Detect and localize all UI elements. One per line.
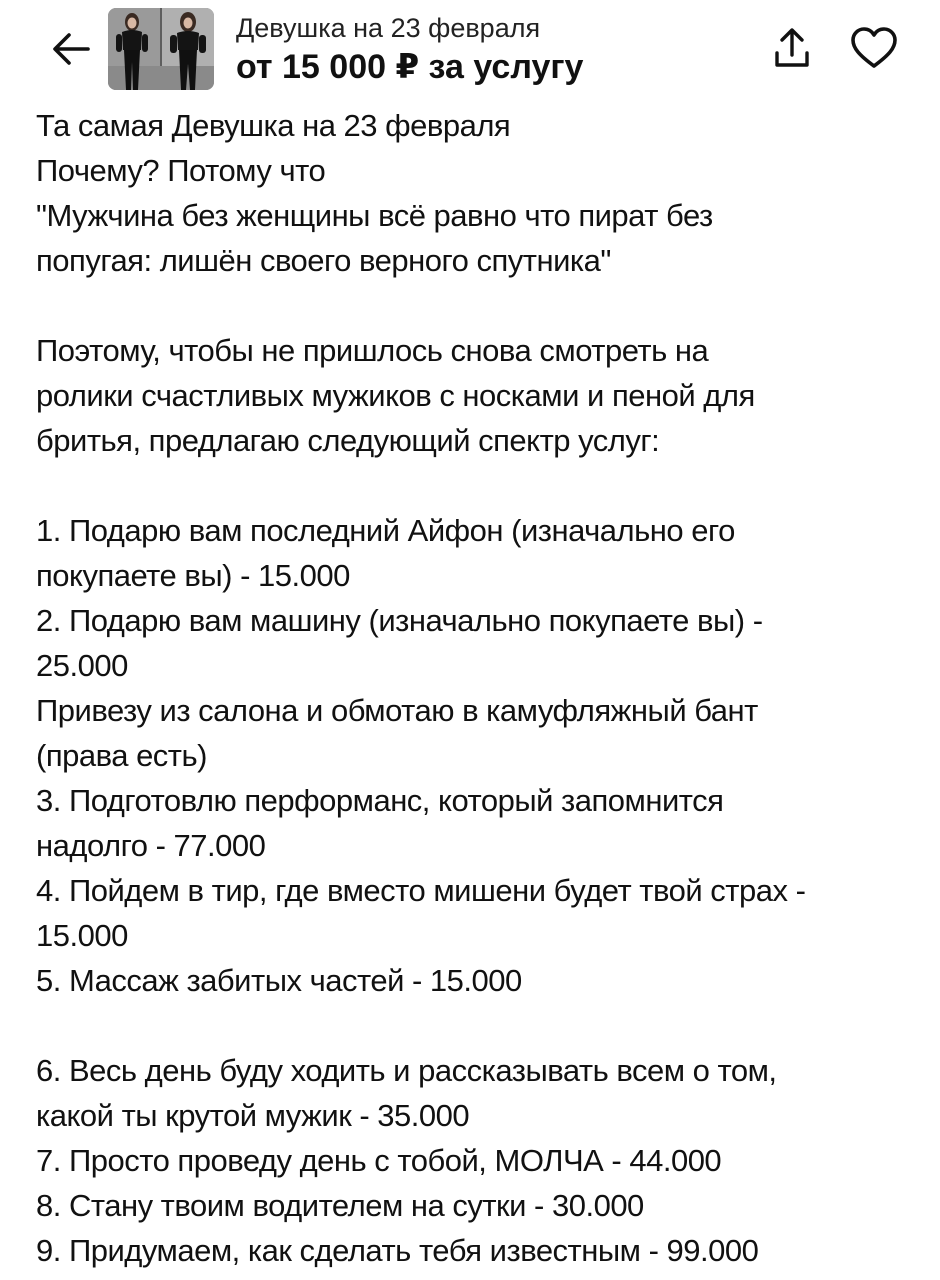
service-list-line: 4. Пойдем в тир, где вместо мишени будет твой страх - xyxy=(36,873,806,908)
service-list-line: Привезу из салона и обмотаю в камуфляжный бант xyxy=(36,693,758,728)
listing-header xyxy=(0,0,940,100)
service-list-line: 5. Массаж забитых частей - 15.000 xyxy=(36,963,522,998)
description-line: Почему? Потому что xyxy=(36,153,326,188)
service-list-line: 3. Подготовлю перформанс, который запомнится xyxy=(36,783,724,818)
service-list-line: какой ты крутой мужик - 35.000 xyxy=(36,1098,470,1133)
listing-title: Девушка на 23 февраля xyxy=(236,13,541,43)
description-line: "Мужчина без женщины всё равно что пират без xyxy=(36,198,713,233)
service-list-line: (права есть) xyxy=(36,738,207,773)
arrow-left-icon xyxy=(50,31,92,67)
share-button[interactable] xyxy=(768,24,816,74)
listing-thumbnail[interactable] xyxy=(108,8,214,90)
description-line: Поэтому, чтобы не пришлось снова смотреть на xyxy=(36,333,709,368)
service-list-line: 15.000 xyxy=(36,918,128,953)
service-list-line: 6. Весь день буду ходить и рассказывать всем о том, xyxy=(36,1053,777,1088)
thumbnail-photo xyxy=(108,8,214,90)
service-list-line: 9. Придумаем, как сделать тебя известным - 99.000 xyxy=(36,1233,759,1268)
service-list-line: 1. Подарю вам последний Айфон (изначально его xyxy=(36,513,735,548)
service-list-line: 7. Просто проведу день с тобой, МОЛЧА - 44.000 xyxy=(36,1143,722,1178)
service-list-line: 2. Подарю вам машину (изначально покупаете вы) - xyxy=(36,603,763,638)
description-line: Та самая Девушка на 23 февраля xyxy=(36,108,511,143)
back-button[interactable] xyxy=(46,24,96,74)
service-list-line: 25.000 xyxy=(36,648,128,683)
description-line: бритья, предлагаю следующий спектр услуг: xyxy=(36,423,660,458)
paragraph-spacer xyxy=(36,463,916,508)
description-line: попугая: лишён своего верного спутника" xyxy=(36,243,611,278)
favorite-button[interactable] xyxy=(846,22,902,74)
service-list-line: надолго - 77.000 xyxy=(36,828,266,863)
heart-icon xyxy=(849,26,899,70)
paragraph-spacer xyxy=(36,283,916,328)
service-list-line: покупаете вы) - 15.000 xyxy=(36,558,350,593)
description-line: ролики счастливых мужиков с носками и пеной для xyxy=(36,378,755,413)
listing-price: от 15 000 ₽ за услугу xyxy=(236,48,584,86)
paragraph-spacer xyxy=(36,1003,916,1048)
listing-description xyxy=(36,103,916,1273)
service-list-line: 8. Стану твоим водителем на сутки - 30.000 xyxy=(36,1188,644,1223)
share-icon xyxy=(772,27,812,71)
